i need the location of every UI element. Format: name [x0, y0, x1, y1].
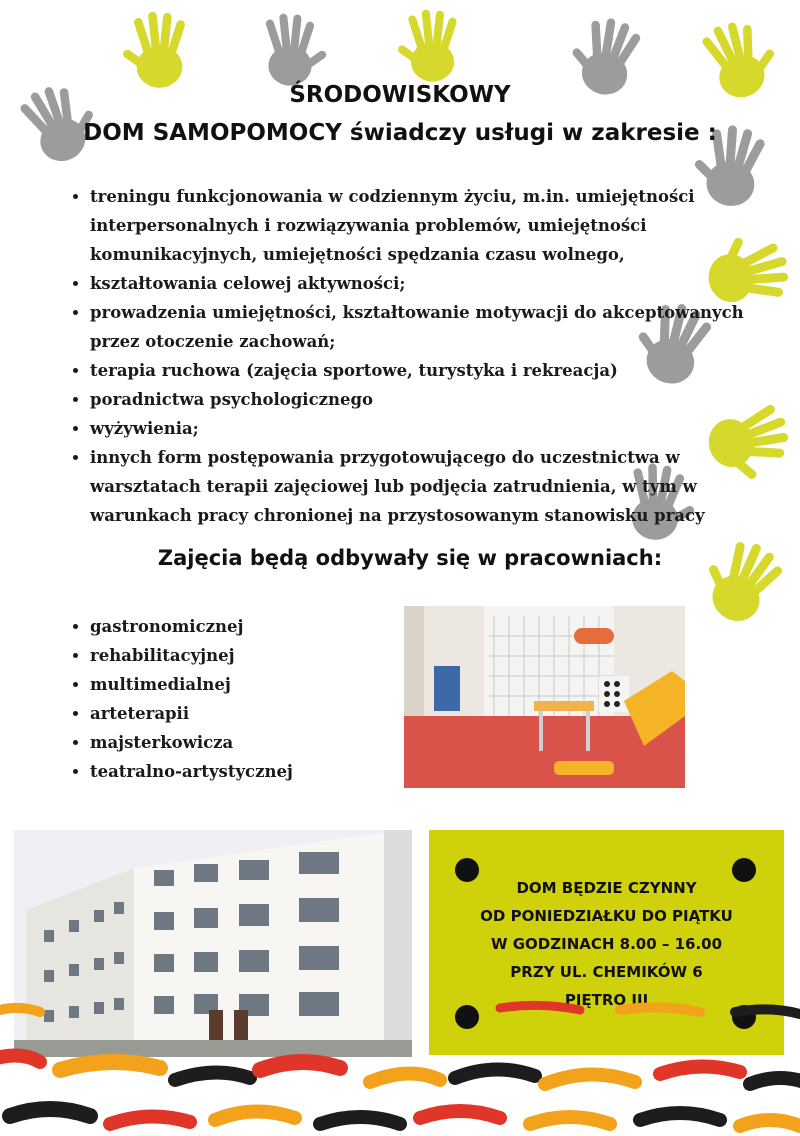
list-item: • poradnictwa psychologicznego: [90, 385, 780, 414]
services-list: [70, 182, 780, 530]
list-item: • innych form postępowania przygotowującego do uczestnictwa w warsztatach terapii zajęciowej lub podjęcia zatrudnienia, w tym w warunkach pracy chronionej na przystosowanym stanowisku pracy: [90, 443, 780, 530]
list-item: • treningu funkcjonowania w codziennym życiu, m.in. umiejętności interpersonalnych i rozwiązywania problemów, umiejętności komunikacyjnych, umiejętności spędzania czasu wolnego,: [90, 182, 780, 269]
info-line: OD PONIEDZIAŁKU DO PIĄTKU: [480, 907, 733, 925]
list-item: • teatralno-artystycznej: [90, 757, 410, 786]
list-item: • terapia ruchowa (zajęcia sportowe, turystyka i rekreacja): [90, 356, 780, 385]
workshops-heading: Zajęcia będą odbywały się w pracowniach:: [157, 546, 663, 570]
workshops-list: [70, 612, 410, 786]
list-item: • rehabilitacyjnej: [90, 641, 410, 670]
list-item: • gastronomicznej: [90, 612, 410, 641]
list-item: • kształtowania celowej aktywności;: [90, 269, 780, 298]
page-title-line2: DOM SAMOPOMOCY świadczy usługi w zakresie :: [83, 120, 717, 146]
opening-hours-text: [429, 874, 784, 1014]
info-line: DOM BĘDZIE CZYNNY: [516, 879, 697, 897]
list-item: • majsterkowicza: [90, 728, 410, 757]
rehabilitation-room-photo: [404, 606, 685, 788]
info-line: PIĘTRO III: [564, 991, 649, 1009]
info-line: W GODZINACH 8.00 – 16.00: [490, 935, 723, 953]
info-line: PRZY UL. CHEMIKÓW 6: [510, 963, 703, 981]
list-item: • multimedialnej: [90, 670, 410, 699]
decorative-brush-strokes: [0, 1000, 800, 1136]
page-title-line1: ŚRODOWISKOWY: [289, 82, 511, 108]
list-item: • arteterapii: [90, 699, 410, 728]
list-item: • wyżywienia;: [90, 414, 780, 443]
list-item: • prowadzenia umiejętności, kształtowanie motywacji do akceptowanych przez otoczenie zachowań;: [90, 298, 780, 356]
